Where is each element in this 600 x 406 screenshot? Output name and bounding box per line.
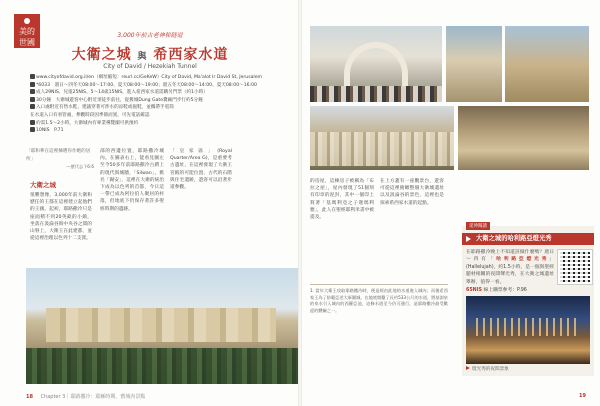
info-block	[30, 74, 282, 135]
sidebar-body: 在耶路撒冷晚上不知道該做什麼嗎？週日～四有「哈利路亞燈光秀」(Hallelujah)，約1.5小時，是一個與聖經題材相關的夜間聲光秀，在大衛之城遺址舉辦，值得一看。	[466, 250, 554, 285]
page-subtitle: 3,000年前古老神秘隧道	[117, 32, 183, 39]
entrance-gate-photo	[310, 26, 442, 102]
bible-quote-source: —歷代志下6:6	[66, 164, 94, 169]
body-column-2: 部的西邊位置，耶路撒冷城內。在圖表右上，能看見圖左至今50多年前耶路撒冷古蹟上的現代與城牆，「Silwan」，舊名「錫安」，這裡在大衛的統治下成為以色列的首都，今日這一帶已成為阿拉伯人聚居的村落，但地底下仍保存著許多聖經時期的遺跡。	[100, 149, 164, 212]
play-icon	[466, 236, 471, 242]
left-page-number: 18	[26, 394, 33, 400]
photo-trees	[26, 348, 298, 384]
badge-line2: 世國	[19, 38, 35, 47]
info-line-hours: *6033 週日～四冬天08:00～17:00、夏天08:00～19:00；週五冬天08:00～14:00、夏天08:00～16:00	[30, 82, 282, 90]
badge-line1: 美的	[19, 27, 35, 36]
info-line-map: 10NIS P.71	[30, 127, 282, 135]
title-amp: 與	[137, 52, 148, 62]
clock-icon	[30, 120, 35, 125]
page-title-english: City of David / Hezekiah Tunnel	[103, 63, 197, 70]
title-part1: 大衛之城	[71, 47, 132, 63]
photo-visitors	[310, 86, 442, 102]
photo-houses	[310, 132, 454, 166]
footnote-box: 1. 當年大衛王攻取耶路撒冷時，便是經由此地的水道進入城內；而後希西家王為了防範亞述大軍圍城，在地底開鑿了長約533公尺的水道，將基訓泉的泉水引入城內的西羅亞池，這條水道至今仍可通行，是耶路撒冷最受歡迎的體驗之一。	[310, 284, 448, 344]
ticket-icon	[30, 89, 35, 94]
qr-code-icon[interactable]	[558, 250, 592, 284]
light-show-photo	[466, 296, 590, 364]
info-icon	[30, 104, 35, 109]
sidebar-tag: 延伸閱讀	[466, 222, 490, 230]
phone-icon	[30, 82, 35, 87]
body-column-3: 「皇家區」(Royal Quarter/Area G)，是重要考古遺址，在這裡發現了大衛王宮殿的可能位置、古代的石階與住宅遺跡，遊客可以沿著步道參觀。	[170, 149, 232, 191]
walk-icon	[30, 97, 35, 102]
sidebar-highlight: 哈利路亞燈光秀	[496, 257, 550, 263]
info-line-duration: 約需1.5～2小時，大衛城內有專業導覽團可供預約	[30, 120, 282, 128]
title-part2: 希西家水道	[153, 47, 229, 63]
right-body-column-2: 在上方蓋有一座觀景台，遊客可從這裡俯瞰整個大衛城遺址以及汲淪谷的景色，這裡也是探索希西家水道的起點。	[380, 179, 444, 206]
photo-lights	[476, 318, 580, 336]
hillside-village-photo	[310, 106, 454, 170]
ruins-photo	[446, 26, 502, 102]
light-show-caption: 燈光秀的夜間景象	[466, 366, 509, 372]
map-icon	[30, 127, 35, 132]
sidebar-link[interactable]: 65NIS 線上購票參考：P.96	[466, 288, 527, 293]
sidebar-title: 大衛之城的哈利路亞燈光秀	[462, 233, 594, 245]
right-body-column-1: 的房屋，這棟房子被稱為「布拉之屋」，屋內發現了51個刻有印章的泥封，其中一個印上寫著「基瑪利亞之子迦瑪利雅」，此人在聖經耶利米書中被提及。	[310, 179, 374, 221]
badge-dot-icon	[24, 18, 30, 24]
chapter-label: Chapter 3｜耶路撒冷：耶穌時期、舊城內景點	[40, 394, 146, 400]
excavation-photo	[505, 26, 589, 102]
info-line-website: www.cityofdavid.org.il/en（網址縮短：reurl.cc/GeKeW）City of David, Ma'alot Ir David St, Jerusalem	[30, 74, 282, 82]
photo-buildings	[46, 308, 276, 342]
info-line-price: 成人29NIS、兒童25NIS、5～14歲15NIS，進入希西家水道需購另門票（約1小時）	[30, 89, 282, 97]
right-page-number: 19	[579, 393, 586, 399]
city-panorama-photo	[26, 268, 298, 384]
info-line-tunnel: 在水道入口有看管處，參觀時段因季節而異，可先電話確認	[30, 112, 150, 118]
bible-quote: 「耶和華在這裡揀選你作她的居所」	[26, 149, 91, 162]
page-title	[0, 44, 300, 64]
info-line-tips: 入口處附近有售水鞋，建議穿著可涉水的涼鞋或拖鞋，並攜帶手電筒	[30, 104, 282, 112]
left-footer	[26, 393, 145, 400]
info-line-access: 30分鐘 大衛城遊客中心附近須徒步前往，從舊城Dung Gate糞廠門步行約5分鐘	[30, 97, 282, 105]
globe-icon	[30, 74, 35, 79]
section-heading: 大衛之城	[30, 181, 56, 189]
tunnel-photo	[458, 106, 589, 170]
caption-arrow-icon	[466, 366, 470, 370]
body-column-1: 很難想像，3,000年前大衛和歷任的王都在這裡建立起他們的王國。起初，耶路撒冷只是座面積不到20英畝的小鎮，坐落在汲淪谷與中央谷之間的山脊上，大衛王在此建都，並從這裡治理以色列十二支派。	[30, 193, 92, 242]
